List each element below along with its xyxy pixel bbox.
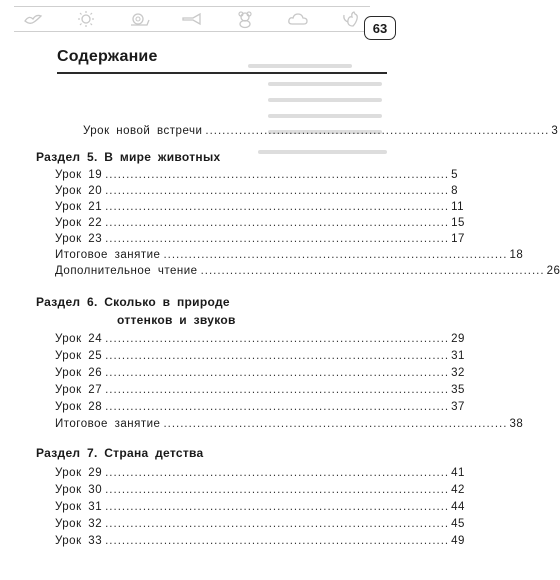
toc-entry[interactable]	[55, 265, 560, 281]
toc-entry-page: 41	[451, 467, 465, 479]
section-heading-7[interactable]: Раздел 7. Страна детства	[36, 446, 204, 460]
toc-entry-page: 5	[451, 169, 459, 181]
toc-entry-page: 42	[451, 484, 465, 496]
toc-entry-label: Итоговое занятие	[55, 418, 161, 430]
toc-entry-label: Урок 33	[55, 535, 103, 547]
section-heading-6[interactable]: Раздел 6. Сколько в природе	[36, 295, 230, 309]
toc-entry-label: Урок 29	[55, 467, 103, 479]
toc-entry[interactable]	[55, 217, 465, 233]
toc-entry[interactable]	[55, 418, 524, 434]
toc-entry[interactable]	[55, 535, 465, 551]
toc-entry[interactable]	[55, 401, 465, 417]
toc-entry[interactable]	[55, 467, 465, 483]
dot-leader: ..................................................................................	[105, 484, 450, 496]
toc-entry-page: 38	[509, 418, 524, 430]
toc-entry-page: 32	[451, 367, 465, 379]
page-title: Содержание	[57, 48, 158, 65]
toc-entry-label: Урок 31	[55, 501, 103, 513]
dot-leader: ..................................................................................	[105, 367, 450, 379]
dot-leader: ..................................................................................	[105, 201, 450, 213]
dot-leader: ..................................................................................	[205, 125, 550, 137]
toc-entry-label: Урок 26	[55, 367, 103, 379]
dot-leader: ..................................................................................	[105, 350, 450, 362]
toc-entry-page: 45	[451, 518, 465, 530]
dot-leader: ..................................................................................	[105, 384, 450, 396]
toc-entry-page: 44	[451, 501, 465, 513]
toc-entry[interactable]	[55, 384, 465, 400]
toc-entry-label: Урок 20	[55, 185, 103, 197]
toc-entry-label: Урок 19	[55, 169, 103, 181]
toc-entry-label: Урок 24	[55, 333, 103, 345]
toc-entry[interactable]	[55, 169, 459, 185]
toc-entry[interactable]	[55, 201, 465, 217]
dot-leader: ..................................................................................	[105, 501, 450, 513]
toc-entry-label: Урок 28	[55, 401, 103, 413]
toc-entry-page: 15	[451, 217, 465, 229]
toc-entry-label: Итоговое занятие	[55, 249, 161, 261]
toc-entry[interactable]	[55, 501, 465, 517]
toc-entry-page: 8	[451, 185, 459, 197]
toc-entry-label: Урок новой встречи	[83, 125, 203, 137]
toc-entry[interactable]	[55, 249, 524, 265]
dot-leader: ..................................................................................	[105, 217, 450, 229]
toc-entry-label: Урок 21	[55, 201, 103, 213]
toc-entry-label: Урок 22	[55, 217, 103, 229]
dot-leader: ..................................................................................	[163, 249, 508, 261]
toc-entry[interactable]	[55, 518, 465, 534]
toc-entry-label: Урок 25	[55, 350, 103, 362]
toc-entry-page: 11	[451, 201, 465, 213]
toc-entry-label: Урок 27	[55, 384, 103, 396]
dot-leader: ..................................................................................	[105, 401, 450, 413]
toc-entry-page: 31	[451, 350, 465, 362]
toc-entry-label: Урок 30	[55, 484, 103, 496]
toc-entry-page: 18	[509, 249, 524, 261]
page-number: 63	[364, 16, 396, 40]
dot-leader: ..................................................................................	[105, 169, 450, 181]
toc-entry-intro[interactable]	[83, 125, 559, 141]
toc-entry-label: Урок 23	[55, 233, 103, 245]
toc-entry[interactable]	[55, 484, 465, 500]
toc-entry-label: Урок 32	[55, 518, 103, 530]
toc-entry[interactable]	[55, 367, 465, 383]
toc-entry[interactable]	[55, 233, 465, 249]
dot-leader: ..................................................................................	[105, 233, 450, 245]
dot-leader: ..................................................................................	[105, 535, 450, 547]
toc-entry-page: 49	[451, 535, 465, 547]
toc-entry-page: 26	[546, 265, 560, 277]
toc-entry[interactable]	[55, 185, 459, 201]
toc-entry-page: 35	[451, 384, 465, 396]
toc-entry-page: 37	[451, 401, 465, 413]
dot-leader: ..................................................................................	[105, 185, 450, 197]
dot-leader: ..................................................................................	[200, 265, 545, 277]
toc-entry-page: 17	[451, 233, 465, 245]
toc-entry[interactable]	[55, 333, 465, 349]
dot-leader: ..................................................................................	[105, 467, 450, 479]
toc-entry-page: 3	[551, 125, 559, 137]
toc-entry-page: 29	[451, 333, 465, 345]
section-heading-5[interactable]: Раздел 5. В мире животных	[36, 150, 221, 164]
section-heading-6-continued[interactable]: оттенков и звуков	[117, 313, 236, 327]
dot-leader: ..................................................................................	[105, 518, 450, 530]
dot-leader: ..................................................................................	[105, 333, 450, 345]
dot-leader: ..................................................................................	[163, 418, 508, 430]
toc-entry-label: Дополнительное чтение	[55, 265, 198, 277]
toc-entry[interactable]	[55, 350, 465, 366]
